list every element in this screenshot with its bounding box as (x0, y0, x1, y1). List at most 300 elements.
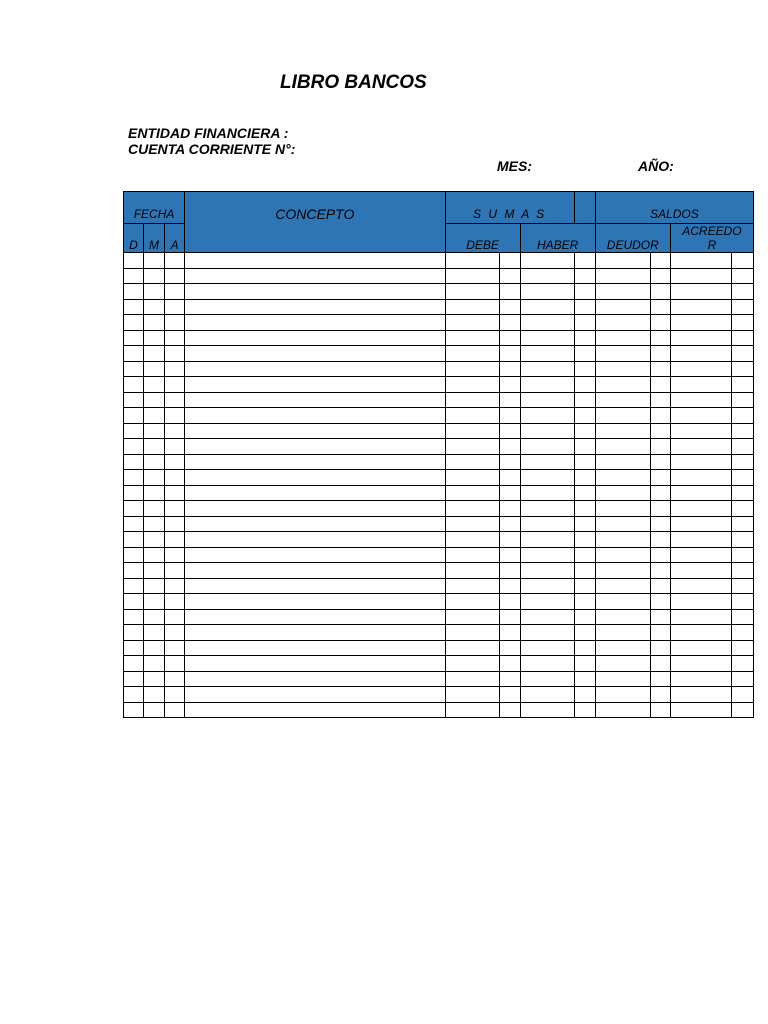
haber-cell (520, 656, 574, 672)
month-cell (144, 547, 165, 563)
concepto-cell (185, 501, 445, 517)
deudor-cell (595, 377, 650, 393)
deudor-cell (595, 392, 650, 408)
ledger-row (124, 439, 754, 455)
haber-cell (520, 625, 574, 641)
deudor-cell (595, 501, 650, 517)
debe-cents-cell (499, 640, 520, 656)
acreedor-cell (670, 609, 731, 625)
debe-cell (445, 609, 499, 625)
debe-cents-cell (499, 687, 520, 703)
deudor-cents-cell (650, 609, 670, 625)
ledger-row (124, 408, 754, 424)
acreedor-cents-cell (731, 625, 753, 641)
debe-cell (445, 516, 499, 532)
debe-cell (445, 423, 499, 439)
concepto-cell (185, 315, 445, 331)
acreedor-cents-cell (731, 454, 753, 470)
ledger-row (124, 609, 754, 625)
year-cell (165, 392, 185, 408)
deudor-cents-cell (650, 284, 670, 300)
ledger-row (124, 656, 754, 672)
deudor-cell (595, 470, 650, 486)
month-cell (144, 702, 165, 718)
acreedor-cents-cell (731, 408, 753, 424)
haber-cell (520, 563, 574, 579)
deudor-cents-cell (650, 656, 670, 672)
year-cell (165, 268, 185, 284)
debe-cell (445, 299, 499, 315)
haber-cell (520, 439, 574, 455)
ledger-row (124, 563, 754, 579)
deudor-cell (595, 330, 650, 346)
haber-cell (520, 299, 574, 315)
day-cell (124, 640, 144, 656)
year-cell (165, 501, 185, 517)
acreedor-cell (670, 377, 731, 393)
deudor-cell (595, 671, 650, 687)
deudor-cell (595, 454, 650, 470)
day-cell (124, 532, 144, 548)
deudor-cents-cell (650, 516, 670, 532)
debe-cents-cell (499, 392, 520, 408)
haber-cents-cell (574, 377, 595, 393)
deudor-cents-cell (650, 346, 670, 362)
debe-cell (445, 501, 499, 517)
year-cell (165, 594, 185, 610)
acreedor-cents-cell (731, 671, 753, 687)
cuenta-corriente-label: CUENTA CORRIENTE N°: (128, 141, 296, 157)
acreedor-cents-cell (731, 299, 753, 315)
deudor-cents-cell (650, 454, 670, 470)
haber-cents-cell (574, 346, 595, 362)
deudor-cell (595, 284, 650, 300)
saldos-header: SALDOS (595, 192, 753, 224)
acreedor-cell (670, 594, 731, 610)
deudor-cell (595, 656, 650, 672)
concepto-cell (185, 346, 445, 362)
deudor-cents-cell (650, 625, 670, 641)
deudor-cents-cell (650, 408, 670, 424)
acreedor-cents-cell (731, 268, 753, 284)
deudor-cents-cell (650, 578, 670, 594)
haber-cell (520, 594, 574, 610)
debe-cell (445, 656, 499, 672)
debe-cell (445, 284, 499, 300)
debe-cell (445, 625, 499, 641)
ledger-row (124, 594, 754, 610)
ledger-row (124, 377, 754, 393)
day-cell (124, 439, 144, 455)
debe-cell (445, 485, 499, 501)
haber-cents-cell (574, 516, 595, 532)
acreedor-cents-cell (731, 563, 753, 579)
ledger-row (124, 454, 754, 470)
acreedor-cell (670, 516, 731, 532)
haber-cents-cell (574, 315, 595, 331)
deudor-cents-cell (650, 594, 670, 610)
deudor-header: DEUDOR (595, 224, 670, 253)
year-cell (165, 702, 185, 718)
acreedor-cents-cell (731, 532, 753, 548)
acreedor-cell (670, 284, 731, 300)
haber-cents-cell (574, 609, 595, 625)
haber-cents-cell (574, 470, 595, 486)
haber-cents-cell (574, 532, 595, 548)
concepto-cell (185, 702, 445, 718)
haber-cell (520, 315, 574, 331)
day-cell (124, 408, 144, 424)
haber-cell (520, 346, 574, 362)
debe-cents-cell (499, 594, 520, 610)
debe-cell (445, 346, 499, 362)
debe-cents-cell (499, 299, 520, 315)
haber-cell (520, 392, 574, 408)
concepto-cell (185, 361, 445, 377)
concepto-cell (185, 454, 445, 470)
haber-cell (520, 485, 574, 501)
day-cell (124, 656, 144, 672)
acreedor-cell (670, 408, 731, 424)
sumas-header: S U M A S (445, 192, 574, 224)
day-cell (124, 563, 144, 579)
year-cell (165, 284, 185, 300)
acreedor-cell (670, 253, 731, 269)
debe-cents-cell (499, 656, 520, 672)
debe-cell (445, 439, 499, 455)
haber-cents-cell (574, 547, 595, 563)
haber-cell (520, 671, 574, 687)
haber-cents-cell (574, 284, 595, 300)
deudor-cents-cell (650, 253, 670, 269)
haber-cents-cell (574, 268, 595, 284)
haber-cell (520, 609, 574, 625)
year-cell (165, 532, 185, 548)
debe-cents-cell (499, 284, 520, 300)
acreedor-cents-cell (731, 485, 753, 501)
acreedor-cell (670, 485, 731, 501)
deudor-cents-cell (650, 485, 670, 501)
acreedor-cell (670, 330, 731, 346)
deudor-cell (595, 361, 650, 377)
acreedor-cell (670, 392, 731, 408)
acreedor-cell (670, 361, 731, 377)
deudor-cents-cell (650, 392, 670, 408)
sumas-header-end (574, 192, 595, 224)
haber-cents-cell (574, 656, 595, 672)
haber-cents-cell (574, 640, 595, 656)
month-cell (144, 609, 165, 625)
ledger-row (124, 284, 754, 300)
deudor-cell (595, 702, 650, 718)
deudor-cents-cell (650, 687, 670, 703)
debe-cents-cell (499, 578, 520, 594)
ledger-row (124, 687, 754, 703)
acreedor-cents-cell (731, 702, 753, 718)
acreedor-cell (670, 439, 731, 455)
acreedor-cell (670, 346, 731, 362)
haber-cents-cell (574, 299, 595, 315)
ledger-row (124, 532, 754, 548)
day-cell (124, 687, 144, 703)
concepto-cell (185, 423, 445, 439)
debe-cell (445, 330, 499, 346)
debe-cell (445, 578, 499, 594)
year-cell (165, 299, 185, 315)
deudor-cents-cell (650, 377, 670, 393)
haber-cell (520, 377, 574, 393)
debe-cell (445, 671, 499, 687)
acreedor-cell (670, 563, 731, 579)
acreedor-cents-cell (731, 361, 753, 377)
debe-cents-cell (499, 315, 520, 331)
month-cell (144, 268, 165, 284)
concepto-cell (185, 377, 445, 393)
debe-cents-cell (499, 501, 520, 517)
haber-cell (520, 640, 574, 656)
debe-header: DEBE (445, 224, 520, 253)
day-cell (124, 702, 144, 718)
debe-cents-cell (499, 268, 520, 284)
haber-cents-cell (574, 454, 595, 470)
deudor-cell (595, 268, 650, 284)
concepto-cell (185, 563, 445, 579)
ledger-row (124, 702, 754, 718)
month-cell (144, 330, 165, 346)
month-cell (144, 594, 165, 610)
year-cell (165, 377, 185, 393)
debe-cell (445, 392, 499, 408)
day-cell (124, 315, 144, 331)
ledger-row (124, 330, 754, 346)
concepto-cell (185, 253, 445, 269)
debe-cents-cell (499, 439, 520, 455)
acreedor-cents-cell (731, 578, 753, 594)
entidad-financiera-label: ENTIDAD FINANCIERA : (128, 125, 289, 141)
ledger-row (124, 485, 754, 501)
acreedor-cents-cell (731, 640, 753, 656)
acreedor-cell (670, 501, 731, 517)
haber-cents-cell (574, 594, 595, 610)
day-cell (124, 609, 144, 625)
year-cell (165, 454, 185, 470)
concepto-cell (185, 625, 445, 641)
month-cell (144, 501, 165, 517)
debe-cell (445, 377, 499, 393)
year-cell (165, 563, 185, 579)
acreedor-cents-cell (731, 516, 753, 532)
month-cell (144, 625, 165, 641)
libro-bancos-table (123, 191, 754, 718)
haber-cents-cell (574, 485, 595, 501)
debe-cents-cell (499, 253, 520, 269)
haber-cents-cell (574, 408, 595, 424)
haber-cell (520, 268, 574, 284)
month-cell (144, 563, 165, 579)
haber-cell (520, 687, 574, 703)
haber-cell (520, 501, 574, 517)
haber-cell (520, 470, 574, 486)
deudor-cents-cell (650, 671, 670, 687)
acreedor-cell (670, 454, 731, 470)
concepto-cell (185, 532, 445, 548)
day-cell (124, 392, 144, 408)
haber-cents-cell (574, 423, 595, 439)
concepto-cell (185, 516, 445, 532)
month-cell (144, 640, 165, 656)
month-cell (144, 284, 165, 300)
concepto-cell (185, 284, 445, 300)
concepto-cell (185, 594, 445, 610)
ledger-row (124, 578, 754, 594)
debe-cents-cell (499, 423, 520, 439)
haber-cell (520, 408, 574, 424)
month-cell (144, 485, 165, 501)
acreedor-cell (670, 656, 731, 672)
acreedor-cell (670, 423, 731, 439)
debe-cell (445, 268, 499, 284)
day-header: D (124, 224, 144, 253)
year-cell (165, 516, 185, 532)
acreedor-cents-cell (731, 439, 753, 455)
year-cell (165, 346, 185, 362)
deudor-cell (595, 485, 650, 501)
debe-cell (445, 315, 499, 331)
debe-cents-cell (499, 485, 520, 501)
month-cell (144, 408, 165, 424)
day-cell (124, 346, 144, 362)
debe-cents-cell (499, 625, 520, 641)
deudor-cell (595, 408, 650, 424)
deudor-cell (595, 532, 650, 548)
haber-cents-cell (574, 578, 595, 594)
acreedor-cents-cell (731, 284, 753, 300)
deudor-cents-cell (650, 563, 670, 579)
day-cell (124, 547, 144, 563)
month-cell (144, 253, 165, 269)
debe-cell (445, 640, 499, 656)
debe-cell (445, 361, 499, 377)
debe-cents-cell (499, 454, 520, 470)
debe-cell (445, 594, 499, 610)
concepto-header: CONCEPTO (185, 192, 445, 253)
month-cell (144, 346, 165, 362)
debe-cell (445, 687, 499, 703)
deudor-cell (595, 625, 650, 641)
month-cell (144, 439, 165, 455)
debe-cents-cell (499, 671, 520, 687)
debe-cents-cell (499, 532, 520, 548)
acreedor-cents-cell (731, 656, 753, 672)
day-cell (124, 423, 144, 439)
concepto-cell (185, 578, 445, 594)
acreedor-header: ACREEDO R (670, 224, 753, 253)
year-cell (165, 423, 185, 439)
deudor-cell (595, 315, 650, 331)
haber-cell (520, 578, 574, 594)
acreedor-cell (670, 299, 731, 315)
acreedor-cell (670, 315, 731, 331)
year-cell (165, 470, 185, 486)
acreedor-cell (670, 625, 731, 641)
day-cell (124, 578, 144, 594)
haber-cell (520, 547, 574, 563)
concepto-cell (185, 330, 445, 346)
ledger-row (124, 516, 754, 532)
deudor-cell (595, 609, 650, 625)
concepto-cell (185, 268, 445, 284)
year-cell (165, 609, 185, 625)
concepto-cell (185, 609, 445, 625)
deudor-cell (595, 253, 650, 269)
acreedor-cents-cell (731, 423, 753, 439)
concepto-cell (185, 470, 445, 486)
month-cell (144, 578, 165, 594)
ledger-row (124, 470, 754, 486)
day-cell (124, 454, 144, 470)
ledger-row (124, 315, 754, 331)
deudor-cents-cell (650, 299, 670, 315)
year-cell (165, 439, 185, 455)
haber-cell (520, 423, 574, 439)
ledger-row (124, 346, 754, 362)
year-cell (165, 361, 185, 377)
haber-cell (520, 702, 574, 718)
acreedor-cents-cell (731, 346, 753, 362)
concepto-cell (185, 640, 445, 656)
debe-cents-cell (499, 609, 520, 625)
day-cell (124, 268, 144, 284)
deudor-cell (595, 578, 650, 594)
page-title: LIBRO BANCOS (280, 72, 427, 93)
month-cell (144, 656, 165, 672)
ledger-row (124, 547, 754, 563)
deudor-cents-cell (650, 268, 670, 284)
day-cell (124, 284, 144, 300)
debe-cents-cell (499, 702, 520, 718)
acreedor-cell (670, 268, 731, 284)
ledger-row (124, 640, 754, 656)
deudor-cents-cell (650, 532, 670, 548)
acreedor-cents-cell (731, 253, 753, 269)
acreedor-cents-cell (731, 377, 753, 393)
ledger-row (124, 253, 754, 269)
day-cell (124, 377, 144, 393)
haber-cell (520, 516, 574, 532)
day-cell (124, 361, 144, 377)
year-cell (165, 315, 185, 331)
fecha-header: FECHA (124, 192, 185, 224)
concepto-cell (185, 656, 445, 672)
haber-cents-cell (574, 439, 595, 455)
haber-cents-cell (574, 563, 595, 579)
deudor-cell (595, 594, 650, 610)
debe-cents-cell (499, 361, 520, 377)
acreedor-cell (670, 671, 731, 687)
haber-cents-cell (574, 687, 595, 703)
debe-cents-cell (499, 563, 520, 579)
deudor-cell (595, 346, 650, 362)
haber-cell (520, 284, 574, 300)
month-cell (144, 671, 165, 687)
month-cell (144, 532, 165, 548)
month-cell (144, 315, 165, 331)
day-cell (124, 501, 144, 517)
day-cell (124, 485, 144, 501)
day-cell (124, 253, 144, 269)
debe-cents-cell (499, 547, 520, 563)
month-cell (144, 392, 165, 408)
